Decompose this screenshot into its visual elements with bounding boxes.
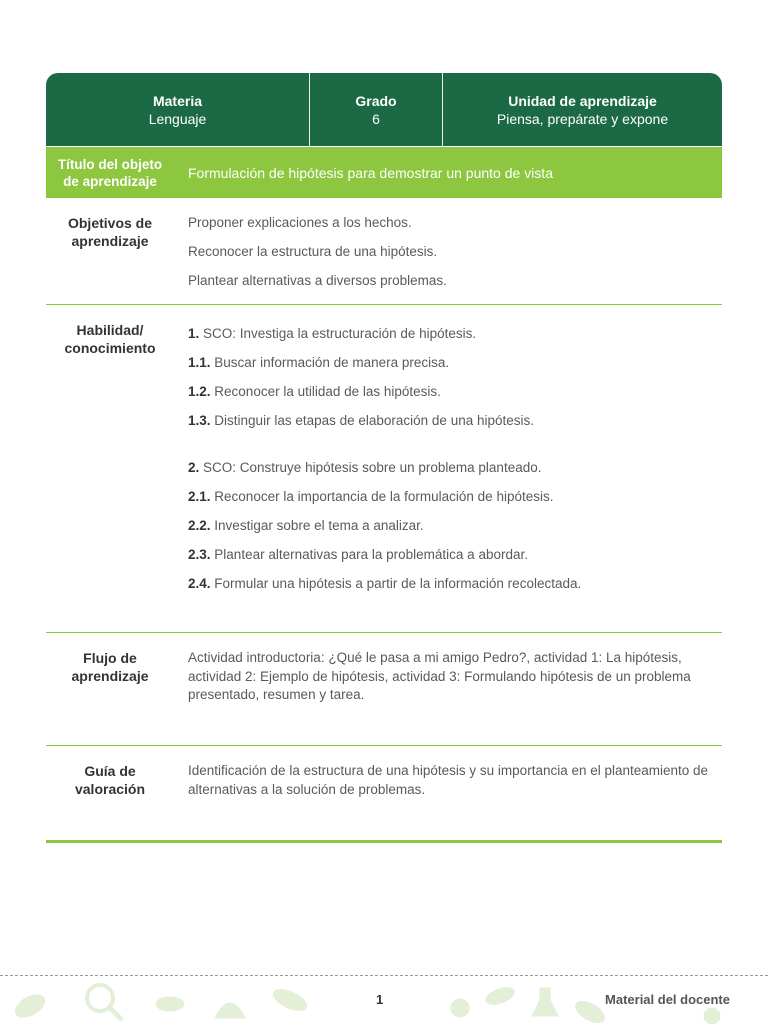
leaf-icon: [572, 997, 608, 1024]
item-text: SCO: Construye hipótesis sobre un problema planteado.: [203, 460, 542, 475]
header-row: [46, 73, 722, 146]
grado-cell: [310, 73, 443, 146]
flujo-label-line2: aprendizaje: [71, 668, 149, 684]
item-number: 1.: [188, 326, 200, 341]
objetivo-item: Plantear alternativas a diversos problemas.: [188, 273, 447, 288]
leaf-icon: [12, 990, 49, 1022]
flujo-row: [46, 633, 722, 746]
item-text: Buscar información de manera precisa.: [214, 355, 450, 370]
footer-label: Material del docente: [605, 992, 730, 1007]
item-number: 1.2.: [188, 384, 211, 399]
item-number: 2.1.: [188, 489, 211, 504]
frog-icon: [215, 1003, 245, 1018]
item-number: 1.1.: [188, 355, 211, 370]
habilidad-item: [188, 406, 581, 435]
habilidad-row: [46, 305, 722, 633]
grado-value: 6: [372, 110, 380, 127]
habilidad-item: [188, 377, 581, 406]
flask-icon: [532, 988, 558, 1016]
footer-divider: [0, 975, 768, 976]
materia-cell: [46, 73, 310, 146]
flower-icon: [451, 999, 469, 1017]
guia-label: [46, 746, 174, 840]
title-row: [46, 147, 722, 198]
title-label: [46, 156, 174, 190]
habilidad-item: [188, 482, 581, 511]
habilidad-label: [46, 305, 174, 632]
item-text: Formular una hipótesis a partir de la información recolectada.: [214, 576, 582, 591]
item-text: Reconocer la importancia de la formulación de hipótesis.: [214, 489, 554, 504]
unidad-value: Piensa, prepárate y expone: [496, 110, 669, 127]
habilidad-label-line1: Habilidad/: [76, 322, 144, 338]
habilidad-item: [188, 319, 581, 348]
flujo-label-line1: Flujo de: [83, 650, 137, 666]
materia-value: Lenguaje: [148, 110, 207, 127]
unidad-label: Unidad de aprendizaje: [508, 92, 657, 109]
leaf-icon: [484, 984, 517, 1007]
page-number: 1: [376, 992, 384, 1007]
objetivos-row: [46, 198, 722, 305]
guia-row: [46, 746, 722, 843]
magnifier-icon: [87, 985, 113, 1011]
learning-object-table: [46, 73, 722, 843]
objetivo-item: Reconocer la estructura de una hipótesis.: [188, 244, 438, 259]
habilidad-item: [188, 540, 581, 569]
item-text: Distinguir las etapas de elaboración de una hipótesis.: [214, 413, 534, 428]
habilidad-item: [188, 453, 581, 482]
item-number: 2.4.: [188, 576, 211, 591]
leaf-icon: [270, 985, 309, 1015]
habilidad-item: [188, 348, 581, 377]
objetivos-label-line1: Objetivos de: [67, 215, 153, 231]
title-value: Formulación de hipótesis para demostrar un punto de vista: [188, 164, 553, 181]
flujo-label: [46, 633, 174, 745]
item-text: Reconocer la utilidad de las hipótesis.: [214, 384, 441, 399]
item-text: SCO: Investiga la estructuración de hipótesis.: [203, 326, 477, 341]
title-label-line1: Título del objeto: [57, 156, 163, 172]
materia-label: Materia: [152, 92, 203, 109]
unidad-cell: [443, 73, 722, 146]
flujo-text: Actividad introductoria: ¿Qué le pasa a mi amigo Pedro?, actividad 1: La hipótesis, actividad 2: Ejemplo de hipótesis, actividad 3: Formulando hipótesis de un problema presentado, resumen y tarea.: [188, 650, 691, 702]
habilidad-label-line2: conocimiento: [64, 340, 156, 356]
item-number: 1.3.: [188, 413, 211, 428]
item-text: Investigar sobre el tema a analizar.: [214, 518, 424, 533]
habilidad-item: [188, 511, 581, 540]
item-number: 2.3.: [188, 547, 211, 562]
title-label-line2: de aprendizaje: [63, 173, 157, 189]
item-text: Plantear alternativas para la problemática a abordar.: [214, 547, 528, 562]
guia-text: Identificación de la estructura de una hipótesis y su importancia en el planteamiento de alternativas a la solución de problemas.: [188, 763, 709, 797]
guia-label-line2: valoración: [74, 781, 146, 797]
objetivos-list: [174, 198, 457, 304]
objetivos-label-line2: aprendizaje: [71, 233, 149, 249]
item-number: 2.: [188, 460, 200, 475]
flower-icon: [704, 1008, 720, 1024]
objetivos-label: [46, 198, 174, 304]
guia-label-line1: Guía de: [84, 763, 136, 779]
habilidad-list: [174, 305, 591, 632]
item-number: 2.2.: [188, 518, 211, 533]
bird-icon: [156, 997, 184, 1011]
habilidad-item: [188, 569, 581, 598]
grado-label: Grado: [355, 92, 397, 109]
objetivo-item: Proponer explicaciones a los hechos.: [188, 215, 412, 230]
